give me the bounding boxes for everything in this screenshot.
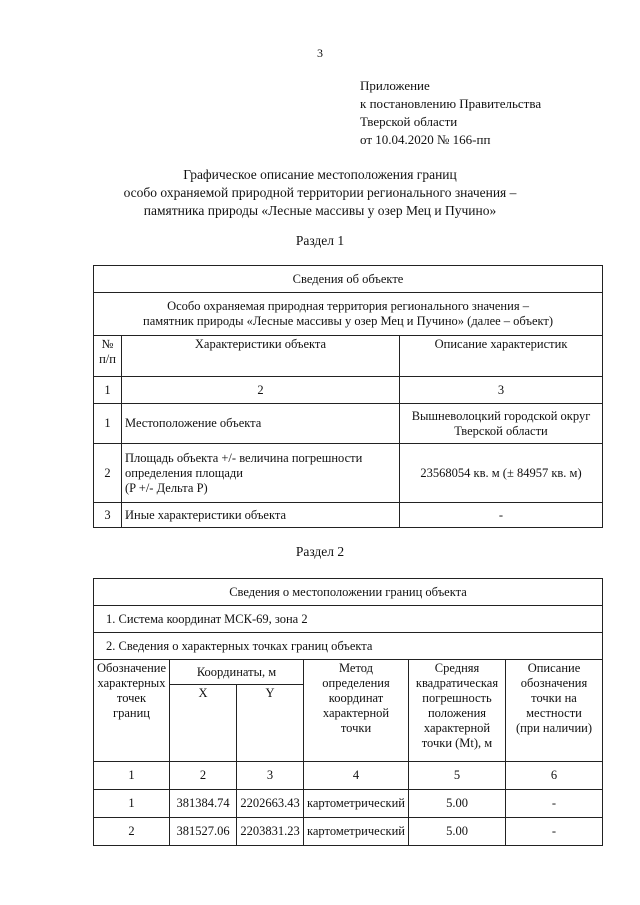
column-number: 3 — [237, 762, 304, 790]
column-header-description: Описание характеристик — [400, 336, 603, 377]
row-description — [400, 404, 603, 444]
description-line: Вышневолоцкий городской округ — [411, 408, 591, 423]
column-header-line: Средняя — [434, 661, 480, 675]
column-header-x: X — [170, 685, 237, 762]
object-name-line: Особо охраняемая природная территория регионального значения – — [167, 299, 529, 313]
column-number: 1 — [94, 762, 170, 790]
column-header-line: Метод — [338, 661, 374, 675]
row-characteristic: Иные характеристики объекта — [122, 503, 400, 528]
point-y: 2202663.43 — [237, 790, 304, 818]
boundary-points-table — [93, 578, 603, 846]
table-header: Сведения об объекте — [94, 266, 603, 293]
column-header-line: № — [101, 337, 114, 351]
point-number: 1 — [94, 790, 170, 818]
column-header-line: точки на — [531, 691, 577, 705]
table-row — [94, 444, 603, 503]
column-number: 2 — [170, 762, 237, 790]
column-header-line: определения — [322, 676, 390, 690]
description-line: Тверской области — [454, 423, 548, 438]
column-number: 6 — [506, 762, 603, 790]
column-header-line: погрешность — [422, 691, 492, 705]
point-error: 5.00 — [409, 818, 506, 846]
column-header-line: п/п — [99, 352, 116, 366]
row-number: 2 — [94, 444, 122, 503]
row-characteristic: Местоположение объекта — [122, 404, 400, 444]
column-header-line: точек — [116, 691, 147, 705]
column-header-line: квадратическая — [415, 676, 499, 690]
column-header-coordinates: Координаты, м — [170, 660, 304, 685]
characteristic-line: (P +/- Дельта P) — [125, 480, 208, 495]
column-number: 3 — [400, 377, 603, 404]
point-y: 2203831.23 — [237, 818, 304, 846]
characteristic-line: Площадь объекта +/- величина погрешности — [125, 450, 363, 465]
column-header-line: точки (Mt), м — [421, 736, 493, 750]
column-header-line: обозначения — [520, 676, 588, 690]
column-header-num — [94, 336, 122, 377]
section-2-title: Раздел 2 — [295, 544, 345, 559]
row-description: - — [400, 503, 603, 528]
column-number: 2 — [122, 377, 400, 404]
table-header: Сведения о местоположении границ объекта — [94, 579, 603, 606]
column-header-line: характерной — [322, 706, 390, 720]
column-number: 1 — [94, 377, 122, 404]
point-error: 5.00 — [409, 790, 506, 818]
document-title — [0, 166, 640, 220]
appendix-line: Приложение — [360, 78, 430, 93]
point-number: 2 — [94, 818, 170, 846]
row-number: 1 — [94, 404, 122, 444]
appendix-line: к постановлению Правительства — [360, 96, 542, 111]
points-header: 2. Сведения о характерных точках границ объекта — [94, 633, 603, 660]
point-x: 381384.74 — [170, 790, 237, 818]
table-row — [94, 818, 603, 846]
table-row — [94, 790, 603, 818]
section-1-title: Раздел 1 — [295, 233, 345, 248]
point-description: - — [506, 818, 603, 846]
column-header-location-description — [506, 660, 603, 762]
column-header-line: точки — [340, 721, 372, 735]
object-name-cell — [94, 293, 603, 336]
appendix-line: от 10.04.2020 № 166-пп — [360, 132, 491, 147]
coordinate-system: 1. Система координат МСК-69, зона 2 — [94, 606, 603, 633]
column-header-error — [409, 660, 506, 762]
column-header-line: (при наличии) — [515, 721, 593, 735]
column-header-line: местности — [526, 706, 582, 720]
column-number: 4 — [304, 762, 409, 790]
title-line: особо охраняемой природной территории регионального значения – — [123, 185, 517, 200]
object-name-line: памятник природы «Лесные массивы у озер Мец и Пучино» (далее – объект) — [143, 314, 554, 328]
appendix-line: Тверской области — [360, 114, 458, 129]
page-number: 3 — [317, 46, 323, 60]
title-line: Графическое описание местоположения границ — [183, 167, 457, 182]
point-method: картометрический — [304, 790, 409, 818]
row-number: 3 — [94, 503, 122, 528]
point-method: картометрический — [304, 818, 409, 846]
column-header-line: характерных — [97, 676, 166, 690]
column-header-characteristics: Характеристики объекта — [122, 336, 400, 377]
column-header-line: Описание — [527, 661, 581, 675]
column-number: 5 — [409, 762, 506, 790]
column-header-designation — [94, 660, 170, 762]
title-line: памятника природы «Лесные массивы у озер Мец и Пучино» — [143, 203, 497, 218]
column-header-line: характерной — [423, 721, 491, 735]
appendix-block — [360, 77, 541, 149]
point-description: - — [506, 790, 603, 818]
table-row — [94, 404, 603, 444]
column-header-line: положения — [427, 706, 487, 720]
point-x: 381527.06 — [170, 818, 237, 846]
row-description: 23568054 кв. м (± 84957 кв. м) — [400, 444, 603, 503]
column-header-y: Y — [237, 685, 304, 762]
table-row — [94, 503, 603, 528]
column-header-line: границ — [113, 706, 150, 720]
column-header-method — [304, 660, 409, 762]
characteristic-line: определения площади — [125, 465, 243, 480]
row-characteristic — [122, 444, 400, 503]
column-header-line: координат — [328, 691, 384, 705]
object-info-table — [93, 265, 603, 528]
column-header-line: Обозначение — [96, 661, 167, 675]
